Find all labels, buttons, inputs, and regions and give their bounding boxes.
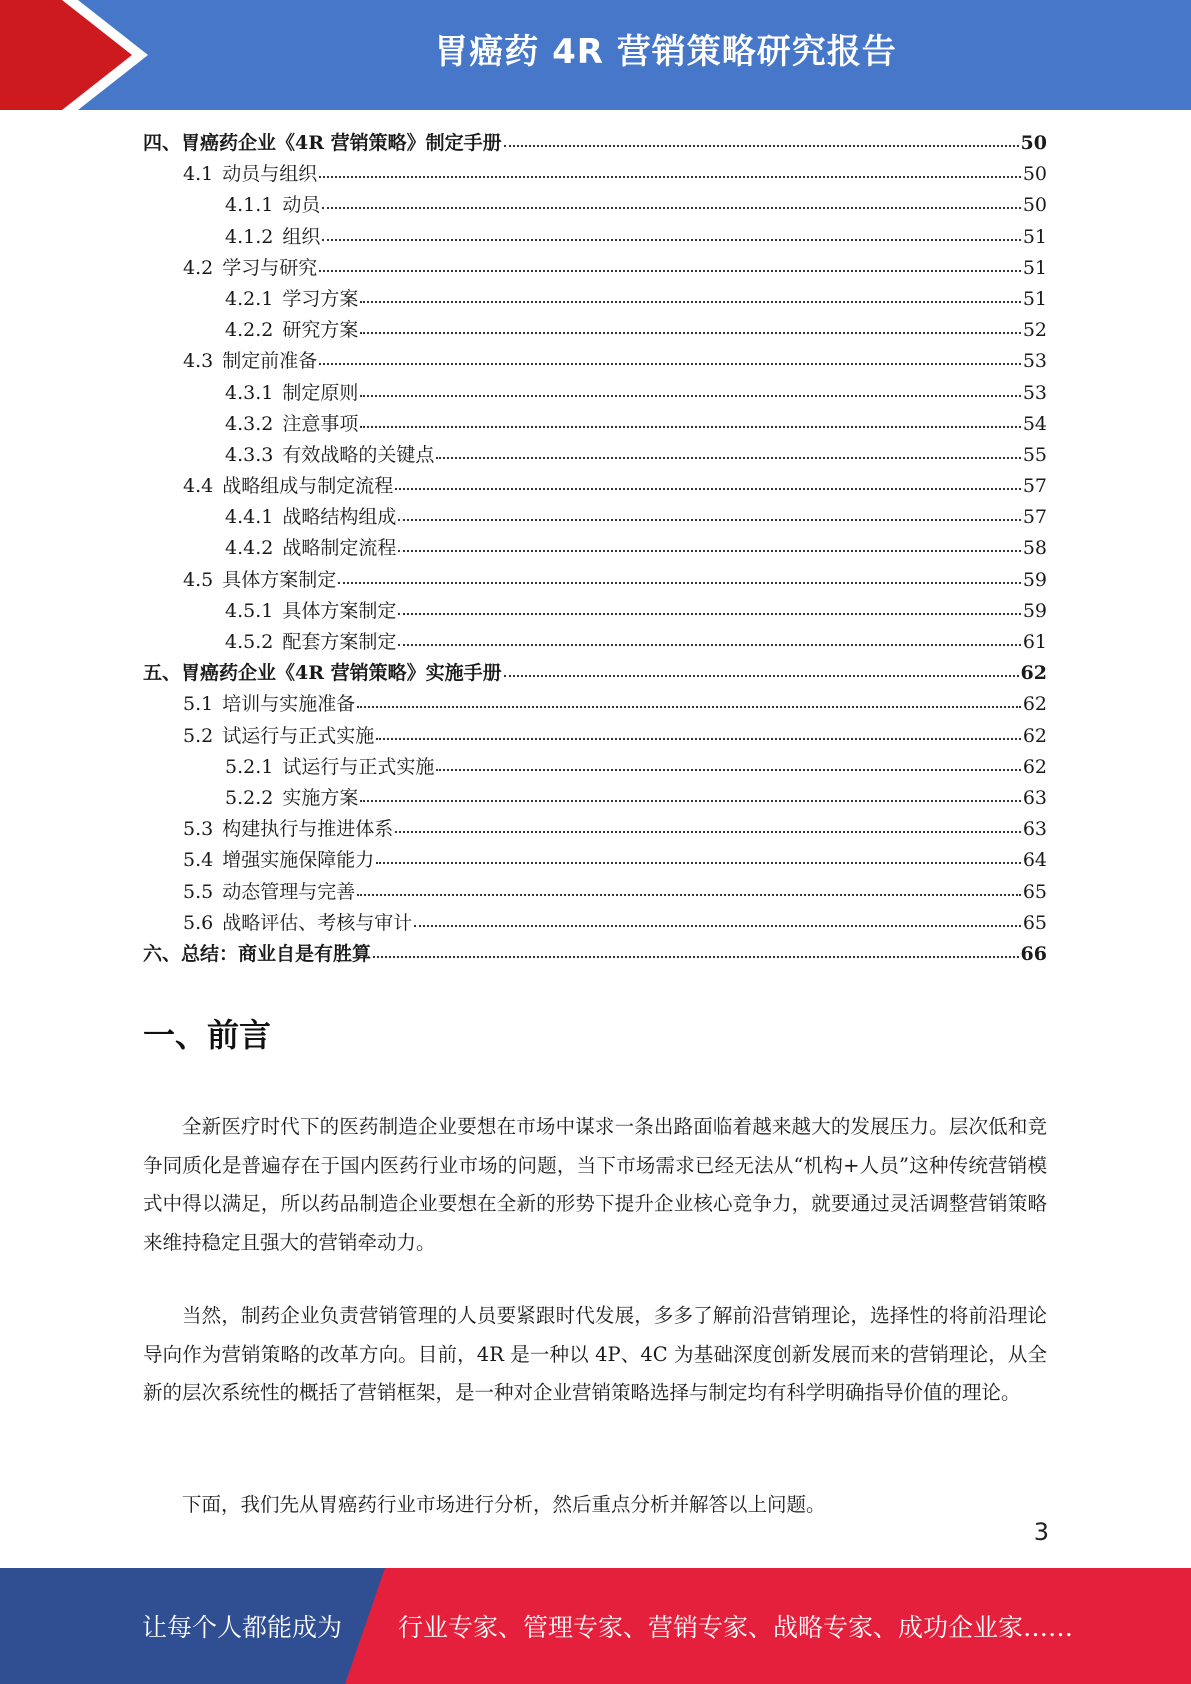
toc-entry-title: 六、总结：商业自是有胜算 bbox=[143, 942, 372, 965]
toc-entry-title: 战略组成与制定流程 bbox=[222, 475, 394, 498]
toc-dot-leader bbox=[395, 813, 1021, 833]
toc-entry-page: 54 bbox=[1022, 412, 1047, 435]
toc-entry-number: 4.4 bbox=[183, 475, 214, 498]
toc-entry-number: 4.3.2 bbox=[225, 412, 274, 435]
toc-entry-title: 五、胃癌药企业《4R 营销策略》实施手册 bbox=[143, 662, 502, 685]
toc-entry-title: 学习与研究 bbox=[222, 256, 318, 279]
toc-entry[interactable] bbox=[143, 222, 1047, 253]
toc-entry[interactable] bbox=[143, 877, 1047, 908]
toc-entry-number: 5.3 bbox=[183, 818, 214, 841]
footer-slogan-left: 让每个人都能成为 bbox=[142, 1613, 343, 1642]
toc-entry[interactable] bbox=[143, 939, 1047, 970]
toc-entry-number: 4.5.2 bbox=[225, 631, 274, 653]
toc-entry-title: 研究方案 bbox=[282, 319, 359, 342]
toc-entry-page: 66 bbox=[1020, 942, 1047, 965]
toc-entry[interactable] bbox=[143, 440, 1047, 471]
toc-entry-number: 5.4 bbox=[183, 849, 214, 872]
page-number: 3 bbox=[1033, 1518, 1049, 1546]
toc-entry[interactable] bbox=[143, 409, 1047, 440]
toc-entry-title: 试运行与正式实施 bbox=[282, 755, 435, 778]
report-title: 胃癌药 4R 营销策略研究报告 bbox=[434, 32, 897, 72]
toc-entry-title: 战略结构组成 bbox=[282, 506, 397, 529]
toc-entry-page: 51 bbox=[1022, 256, 1047, 279]
toc-entry[interactable] bbox=[143, 533, 1047, 564]
toc-entry-number: 5.2 bbox=[183, 724, 214, 747]
toc-entry-number: 4.4.2 bbox=[225, 537, 274, 560]
toc-entry-title: 制定原则 bbox=[282, 381, 359, 404]
toc-entry-page: 50 bbox=[1020, 132, 1047, 154]
toc-entry-number: 4.4.1 bbox=[225, 506, 274, 529]
toc-entry-title: 实施方案 bbox=[282, 786, 359, 809]
paragraph-2: 当然，制药企业负责营销管理的人员要紧跟时代发展，多多了解前沿营销理论，选择性的将前沿理论导向作为营销策略的改革方向。目前，4R 是一种以 4P、4C 为基础深度创新发展而来的营销理论，从全新的层次系统性的概括了营销框架，是一种对企业营销策略选择与制定均有科学明确指导价值的理论。 bbox=[143, 1304, 1047, 1404]
toc-dot-leader bbox=[504, 657, 1019, 677]
toc-entry-page: 62 bbox=[1022, 724, 1047, 747]
toc-entry[interactable] bbox=[143, 159, 1047, 190]
toc-dot-leader bbox=[398, 532, 1020, 552]
toc-entry[interactable] bbox=[143, 378, 1047, 409]
toc-entry-page: 51 bbox=[1022, 287, 1047, 310]
toc-entry-number: 5.5 bbox=[183, 880, 214, 903]
toc-dot-leader bbox=[398, 626, 1020, 646]
toc-dot-leader bbox=[322, 189, 1020, 209]
toc-entry-page: 61 bbox=[1022, 631, 1047, 653]
toc-entry-number: 4.2 bbox=[183, 256, 214, 279]
toc-dot-leader bbox=[360, 314, 1020, 334]
toc-entry-number: 5.6 bbox=[183, 911, 214, 934]
toc-dot-leader bbox=[436, 439, 1020, 459]
page-footer bbox=[0, 1568, 1191, 1684]
section-heading: 一、前言 bbox=[143, 1016, 272, 1054]
toc-entry[interactable] bbox=[143, 190, 1047, 221]
toc-entry[interactable] bbox=[143, 502, 1047, 533]
toc-entry[interactable] bbox=[143, 658, 1047, 689]
toc-entry-number: 4.1.1 bbox=[225, 194, 274, 217]
toc-entry-title: 战略制定流程 bbox=[282, 537, 397, 560]
toc-entry-title: 具体方案制定 bbox=[222, 568, 337, 591]
toc-entry-number: 4.2.1 bbox=[225, 287, 274, 310]
toc-entry-page: 62 bbox=[1022, 693, 1047, 716]
toc-entry-page: 64 bbox=[1022, 849, 1047, 872]
toc-entry[interactable] bbox=[143, 721, 1047, 752]
toc-entry-title: 配套方案制定 bbox=[282, 631, 397, 653]
footer-slogan-right: 行业专家、管理专家、营销专家、战略专家、成功企业家…… bbox=[398, 1613, 1074, 1642]
toc-dot-leader bbox=[436, 751, 1020, 771]
toc-entry[interactable] bbox=[143, 128, 1047, 159]
toc-entry-title: 具体方案制定 bbox=[282, 599, 397, 622]
toc-entry-title: 构建执行与推进体系 bbox=[222, 818, 394, 841]
toc-entry-page: 63 bbox=[1022, 818, 1047, 841]
toc-entry-page: 65 bbox=[1022, 911, 1047, 934]
toc-dot-leader bbox=[357, 876, 1021, 896]
toc-dot-leader bbox=[360, 408, 1020, 428]
toc-entry-page: 62 bbox=[1022, 755, 1047, 778]
toc-entry-page: 53 bbox=[1022, 350, 1047, 373]
table-of-contents bbox=[143, 128, 1047, 970]
toc-dot-leader bbox=[395, 470, 1021, 490]
toc-entry[interactable] bbox=[143, 752, 1047, 783]
toc-entry-page: 50 bbox=[1022, 163, 1047, 186]
toc-entry-title: 战略评估、考核与审计 bbox=[222, 911, 413, 934]
toc-entry-number: 4.1.2 bbox=[225, 225, 274, 248]
toc-entry-page: 50 bbox=[1022, 194, 1047, 217]
toc-entry-number: 5.2.1 bbox=[225, 755, 274, 778]
toc-dot-leader bbox=[360, 283, 1020, 303]
toc-entry-title: 增强实施保障能力 bbox=[222, 849, 375, 872]
toc-dot-leader bbox=[398, 595, 1020, 615]
toc-entry-title: 四、胃癌药企业《4R 营销策略》制定手册 bbox=[143, 132, 502, 154]
toc-entry-title: 学习方案 bbox=[282, 287, 359, 310]
toc-dot-leader bbox=[319, 252, 1021, 272]
toc-dot-leader bbox=[414, 907, 1021, 927]
toc-entry-page: 59 bbox=[1022, 568, 1047, 591]
toc-entry[interactable] bbox=[143, 315, 1047, 346]
toc-entry-page: 52 bbox=[1022, 319, 1047, 342]
toc-entry-number: 4.5 bbox=[183, 568, 214, 591]
toc-dot-leader bbox=[360, 782, 1020, 802]
toc-dot-leader bbox=[360, 377, 1020, 397]
toc-entry-number: 4.3.3 bbox=[225, 443, 274, 466]
toc-entry-page: 59 bbox=[1022, 599, 1047, 622]
toc-entry-page: 51 bbox=[1022, 225, 1047, 248]
toc-dot-leader bbox=[338, 564, 1021, 584]
toc-entry-number: 4.3.1 bbox=[225, 381, 274, 404]
toc-dot-leader bbox=[376, 720, 1021, 740]
toc-dot-leader bbox=[398, 501, 1020, 521]
toc-entry-number: 5.2.2 bbox=[225, 786, 274, 809]
toc-entry-page: 58 bbox=[1022, 537, 1047, 560]
toc-entry-title: 动员 bbox=[282, 194, 321, 217]
toc-entry-page: 62 bbox=[1020, 662, 1047, 685]
toc-entry[interactable] bbox=[143, 908, 1047, 939]
paragraph-3: 下面，我们先从胃癌药行业市场进行分析，然后重点分析并解答以上问题。 bbox=[182, 1493, 826, 1516]
toc-entry-page: 63 bbox=[1022, 786, 1047, 809]
toc-entry[interactable] bbox=[143, 627, 1047, 658]
toc-entry-title: 组织 bbox=[282, 225, 321, 248]
toc-entry[interactable] bbox=[143, 471, 1047, 502]
toc-entry-page: 53 bbox=[1022, 381, 1047, 404]
toc-entry[interactable] bbox=[143, 783, 1047, 814]
toc-entry-number: 4.3 bbox=[183, 350, 214, 373]
toc-entry-page: 57 bbox=[1022, 475, 1047, 498]
toc-entry-number: 5.1 bbox=[183, 693, 214, 716]
toc-entry-number: 4.2.2 bbox=[225, 319, 274, 342]
toc-entry[interactable] bbox=[143, 814, 1047, 845]
toc-dot-leader bbox=[319, 345, 1021, 365]
toc-dot-leader bbox=[319, 158, 1021, 178]
toc-entry-page: 57 bbox=[1022, 506, 1047, 529]
toc-entry-title: 有效战略的关键点 bbox=[282, 443, 435, 466]
toc-dot-leader bbox=[357, 688, 1021, 708]
toc-entry-title: 培训与实施准备 bbox=[222, 693, 356, 716]
toc-entry-title: 试运行与正式实施 bbox=[222, 724, 375, 747]
toc-entry-title: 注意事项 bbox=[282, 412, 359, 435]
toc-entry[interactable] bbox=[143, 565, 1047, 596]
toc-dot-leader bbox=[322, 221, 1020, 241]
paragraph-1: 全新医疗时代下的医药制造企业要想在市场中谋求一条出路面临着越来越大的发展压力。层次低和竞争同质化是普遍存在于国内医药行业市场的问题，当下市场需求已经无法从“机构+人员”这种传统营销模式中得以满足，所以药品制造企业要想在全新的形势下提升企业核心竞争力，就要通过灵活调整营销策略来维持稳定且强大的营销牵动力。 bbox=[143, 1115, 1047, 1254]
toc-entry[interactable] bbox=[143, 253, 1047, 284]
toc-entry-number: 4.1 bbox=[183, 163, 214, 186]
toc-entry-page: 55 bbox=[1022, 443, 1047, 466]
toc-entry-title: 动态管理与完善 bbox=[222, 880, 356, 903]
page-header bbox=[0, 0, 1191, 110]
toc-entry-number: 4.5.1 bbox=[225, 599, 274, 622]
toc-entry[interactable] bbox=[143, 596, 1047, 627]
toc-entry-page: 65 bbox=[1022, 880, 1047, 903]
toc-entry[interactable] bbox=[143, 346, 1047, 377]
toc-entry-title: 动员与组织 bbox=[222, 163, 318, 186]
toc-dot-leader bbox=[376, 844, 1021, 864]
toc-dot-leader bbox=[373, 938, 1019, 958]
toc-entry[interactable] bbox=[143, 284, 1047, 315]
toc-dot-leader bbox=[504, 127, 1019, 147]
toc-entry-title: 制定前准备 bbox=[222, 350, 318, 373]
toc-entry[interactable] bbox=[143, 845, 1047, 876]
toc-entry[interactable] bbox=[143, 689, 1047, 720]
